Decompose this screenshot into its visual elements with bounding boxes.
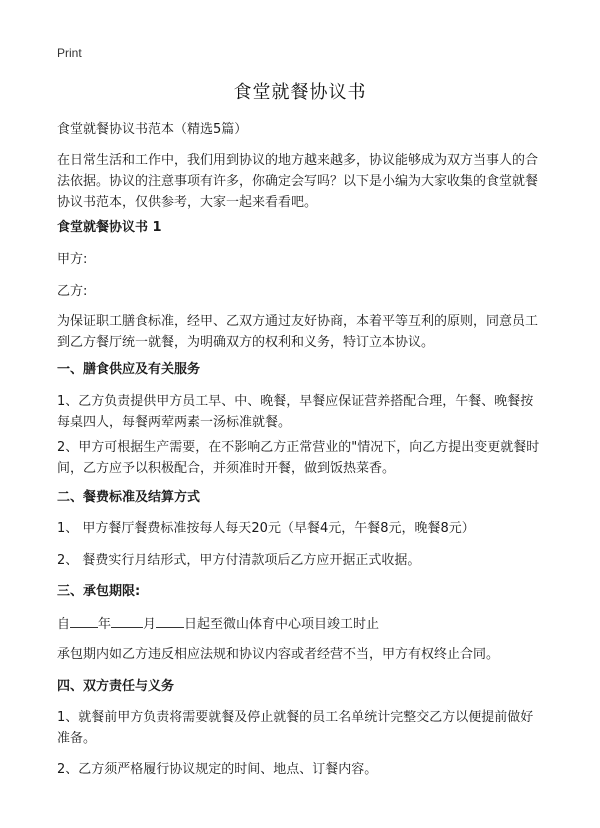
party-a-line: 甲方: [57, 252, 88, 267]
meal-supply-item-1: 1、乙方负责提供甲方员工早、中、晚餐，早餐应保证营养搭配合理，午餐、晚餐按每桌四人，每餐两荤两素一汤标准就餐。 [57, 394, 534, 430]
responsibility-item-2: 2、乙方须严格履行协议规定的时间、地点、订餐内容。 [57, 762, 378, 777]
heading-fee-settlement: 二、餐费标准及结算方式 [57, 490, 201, 505]
term-year-label: 年 [98, 617, 112, 632]
term-rest-label: 日起至微山体育中心项目竣工时止 [184, 617, 380, 632]
party-b-line: 乙方: [57, 284, 88, 299]
heading-responsibilities: 四、双方责任与义务 [57, 679, 175, 694]
term-month-label: 月 [143, 617, 157, 632]
month-blank [111, 613, 143, 628]
document-title: 食堂就餐协议书 [233, 82, 367, 103]
print-label[interactable]: Print [57, 46, 82, 60]
document-subtitle: 食堂就餐协议书范本（精选5篇） [57, 122, 248, 137]
intro-paragraph: 在日常生活和工作中，我们用到协议的地方越来越多，协议能够成为双方当事人的合法依据。协议的注意事项有许多，你确定会写吗？以下是小编为大家收集的食堂就餐协议书范本，仅供参考，大家一起来看看吧。 [57, 153, 539, 210]
responsibility-item-1: 1、就餐前甲方负责将需要就餐及停止就餐的员工名单统计完整交乙方以便提前做好准备。 [57, 710, 534, 746]
section-title: 食堂就餐协议书 1 [57, 220, 162, 235]
fee-item-1: 1、 甲方餐厅餐费标准按每人每天20元（早餐4元，午餐8元，晚餐8元） [57, 521, 475, 536]
day-blank [156, 613, 184, 628]
year-blank [70, 613, 98, 628]
fee-item-2: 2、 餐费实行月结形式，甲方付清款项后乙方应开据正式收据。 [57, 553, 421, 568]
contract-term-line [57, 613, 545, 635]
termination-clause: 承包期内如乙方违反相应法规和协议内容或者经营不当，甲方有权终止合同。 [57, 647, 500, 662]
term-from-label: 自 [57, 617, 71, 632]
meal-supply-item-2: 2、甲方可根据生产需要，在不影响乙方正常营业的"情况下，向乙方提出变更就餐时间，乙方应予以积极配合，并须准时开餐，做到饭热菜香。 [57, 440, 540, 476]
heading-contract-term: 三、承包期限: [57, 584, 141, 599]
purpose-paragraph: 为保证职工膳食标准，经甲、乙双方通过友好协商，本着平等互利的原则，同意员工到乙方餐厅统一就餐，为明确双方的权利和义务，特订立本协议。 [57, 314, 539, 350]
heading-meal-supply: 一、膳食供应及有关服务 [57, 362, 201, 377]
